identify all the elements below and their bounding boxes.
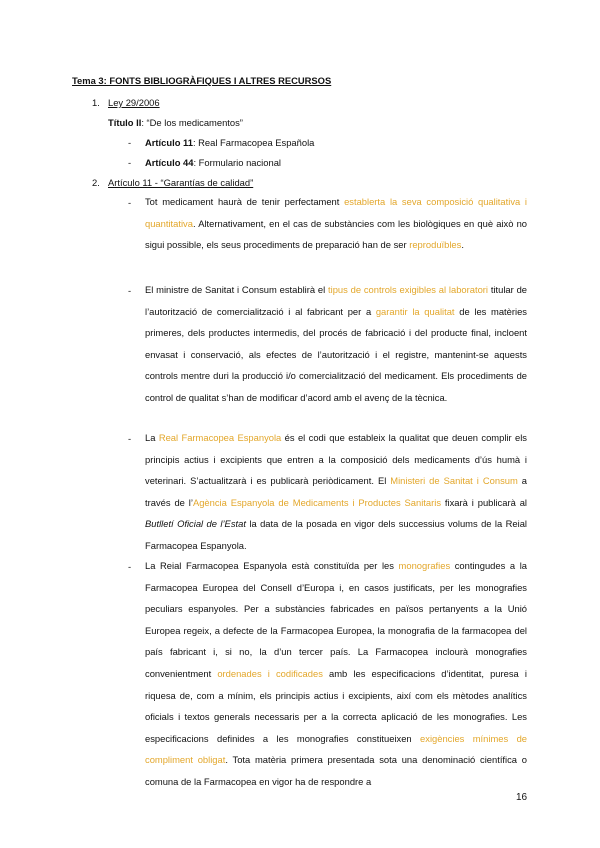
law-title: Título II: “De los medicamentos”: [108, 117, 243, 128]
article-item-44: Artículo 44: Formulario nacional: [145, 157, 281, 168]
dash-bullet: -: [128, 137, 132, 148]
paragraph-real-farmacopea: La Real Farmacopea Espanyola és el codi que estableix la qualitat que deuen complir els principis actius i excipients que entren a la composició dels medicaments d’ús humà i veterinari. S’actualitzarà i es publicarà periòdicament. El Ministeri de Sanitat i Consum a través de l’Agència Espanyola de Medicaments i Productes Sanitaris fixarà i publicarà al Butlletí Oficial de l’Estat la data de la posada en vigor dels successius volums de la Reial Farmacopea Espanyola.: [145, 432, 528, 551]
dash-bullet: -: [128, 561, 132, 572]
section-heading: Tema 3: FONTS BIBLIOGRÀFIQUES I ALTRES RECURSOS: [72, 75, 332, 86]
paragraph-monografies: La Reial Farmacopea Espanyola està constituïda per les monografies contingudes a la Farmacopea Europea del Consell d’Europa i, en casos justificats, per les monografies peculiars espanyoles. Per a substàncies fabricades en països pertanyents a la Unió Europea regeix, a defecte de la Farmacopea Europea, la monografia de la farmacopea del país fabricant i, si no, la d’un tercer país. La Farmacopea inclourà monografies convenientment ordenades i codificades amb les especificacions d’identitat, puresa i riquesa de, com a mínim, els principis actius i excipients, així com els mètodes analítics oficials i textos generals necessaris per a la correcta aplicació de les monografies. Les especificacions definides a les monografies constitueixen exigències mínimes de compliment obligat. Tota matèria primera presentada sota una denominació científica o comuna de la Farmacopea en vigor ha de respondre a: [145, 560, 528, 787]
dash-bullet: -: [128, 197, 132, 208]
list-number-1: 1.: [92, 97, 100, 108]
list-number-2: 2.: [92, 177, 100, 188]
page-number: 16: [516, 792, 528, 803]
dash-bullet: -: [128, 285, 132, 296]
dash-bullet: -: [128, 157, 132, 168]
law-reference: Ley 29/2006: [108, 97, 160, 108]
paragraph-quality-controls: El ministre de Sanitat i Consum establirà el tipus de controls exigibles al laboratori titular de l’autorització de comercialització i al fabricant per a garantir la qualitat de les matèries primeres, dels productes intermedis, del procés de fabricació i del producte final, incloent envasat i conservació, als efectes de l’autorització i el registre, mantenint-se aquests controls mentre duri la producció i/o comercialització del medicament. Els procediments de control de qualitat s’han de modificar d’acord amb el avenç de la tècnica.: [145, 284, 527, 403]
paragraph-composition: Tot medicament haurà de tenir perfectament establerta la seva composició qualitativa i quantitativa. Alternativament, en el cas de substàncies com les biològiques en què això no sigui possible, els seus procediments de preparació han de ser reproduïbles.: [145, 196, 527, 251]
dash-bullet: -: [128, 433, 132, 444]
article-11-title: Artículo 11 - “Garantías de calidad”: [108, 177, 254, 188]
article-item-11: Artículo 11: Real Farmacopea Española: [145, 137, 315, 148]
